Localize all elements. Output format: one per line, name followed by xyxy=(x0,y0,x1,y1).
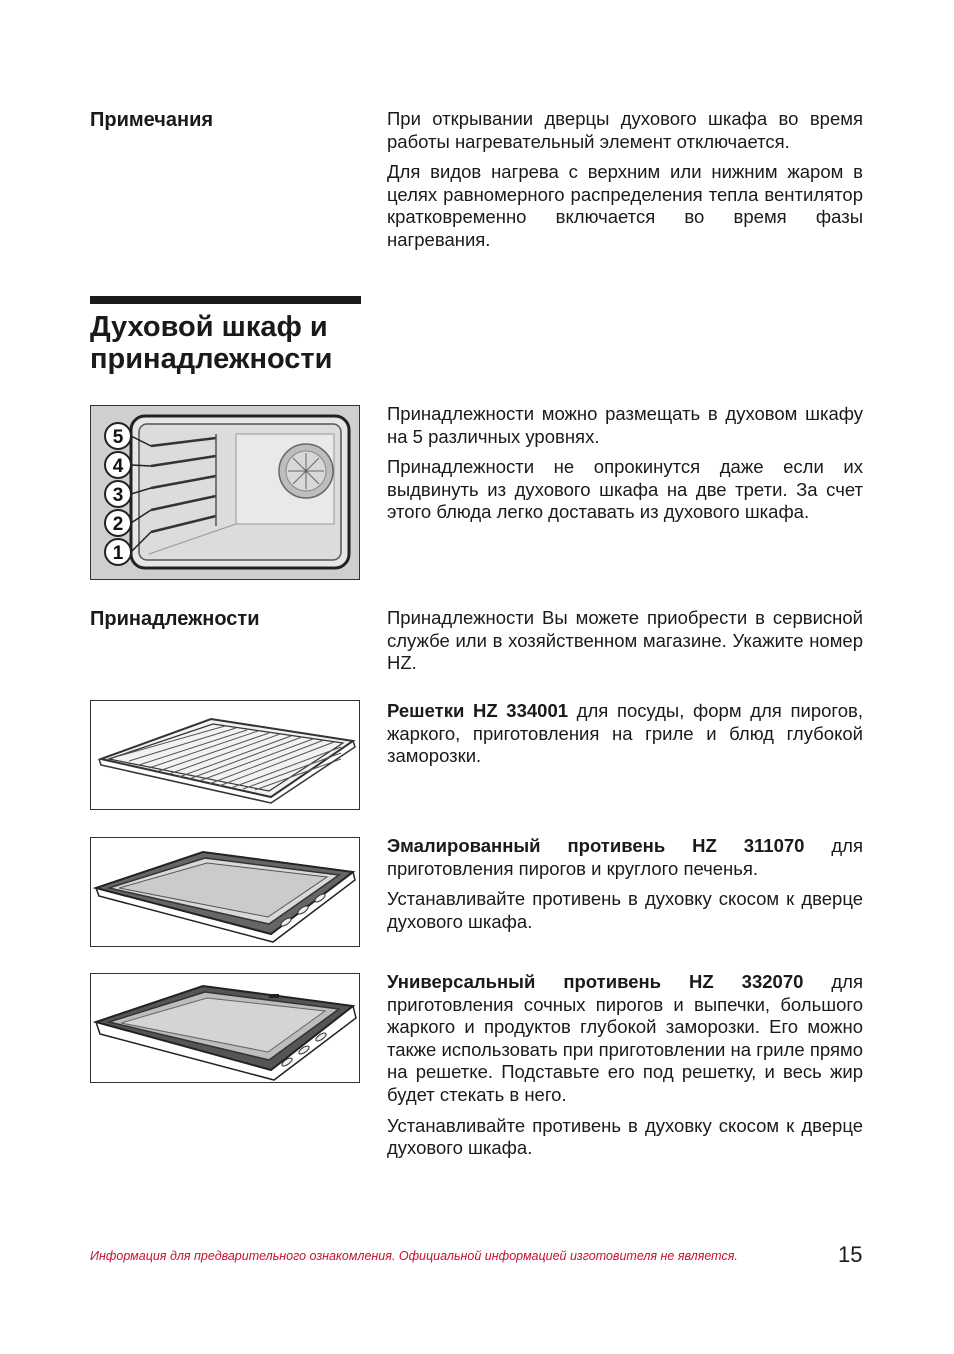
oven-illustration xyxy=(91,406,359,579)
level-label-3: 3 xyxy=(112,485,124,506)
universal-pan-illustration xyxy=(91,974,359,1082)
section-title-line-1: Духовой шкаф и xyxy=(90,311,328,343)
enamel-tray-figure xyxy=(90,837,360,947)
level-label-1: 1 xyxy=(112,543,124,564)
universal-pan-text xyxy=(387,971,863,1168)
footer-disclaimer: Информация для предварительного ознакомления. Официальной информацией изготовителя не является. xyxy=(90,1249,738,1263)
enamel-tray-illustration xyxy=(91,838,359,946)
rack-text xyxy=(387,700,863,776)
accessories-heading: Принадлежности xyxy=(90,608,260,630)
enamel-tray-paragraph-2: Устанавливайте противень в духовку скосом к дверце духового шкафа. xyxy=(387,888,863,932)
oven-levels-figure xyxy=(90,405,360,580)
universal-pan-description: для приготовления сочных пирогов и выпечки, большого жаркого и продуктов глубокой заморозки. Его можно также использовать при приготовлении на гриле прямо на решетке. Подставьте его под решетку, и весь жир будет стекать в него. xyxy=(387,971,863,1105)
universal-pan-figure xyxy=(90,973,360,1083)
enamel-tray-name: Эмалированный противень HZ 311070 xyxy=(387,835,805,856)
notes-paragraph-1: При открывании дверцы духового шкафа во время работы нагревательный элемент отключается. xyxy=(387,108,863,152)
universal-pan-name: Универсальный противень HZ 332070 xyxy=(387,971,804,992)
section-title-line-2: принадлежности xyxy=(90,343,333,375)
rack-description: для посуды, форм для пирогов, жаркого, приготовления на гриле и блюд глубокой заморозки. xyxy=(387,700,863,767)
rack-name: Решетки HZ 334001 xyxy=(387,700,569,721)
notes-text xyxy=(387,108,863,260)
level-label-4: 4 xyxy=(112,456,124,477)
oven-paragraph-1: Принадлежности можно размещать в духовом шкафу на 5 различных уровнях. xyxy=(387,403,863,447)
rack-paragraph xyxy=(387,700,863,768)
notes-heading: Примечания xyxy=(90,109,214,131)
enamel-tray-paragraph-1 xyxy=(387,835,863,880)
page-number: 15 xyxy=(838,1242,863,1267)
wire-rack-illustration xyxy=(91,701,359,809)
rack-figure xyxy=(90,700,360,810)
level-label-2: 2 xyxy=(112,514,124,535)
oven-text xyxy=(387,403,863,532)
accessories-intro xyxy=(387,607,863,683)
enamel-tray-text xyxy=(387,835,863,941)
level-label-5: 5 xyxy=(112,427,124,448)
section-title xyxy=(90,311,332,375)
notes-paragraph-2: Для видов нагрева с верхним или нижним жаром в целях равномерного распределения тепла вентилятор кратковременно включается во время фазы нагревания. xyxy=(387,161,863,250)
section-rule xyxy=(90,296,361,304)
oven-paragraph-2: Принадлежности не опрокинутся даже если их выдвинуть из духового шкафа на две трети. За счет этого блюда легко доставать из духового шкафа. xyxy=(387,456,863,523)
universal-pan-paragraph-1 xyxy=(387,971,863,1107)
universal-pan-paragraph-2: Устанавливайте противень в духовку скосом к дверце духового шкафа. xyxy=(387,1114,863,1159)
accessories-intro-paragraph: Принадлежности Вы можете приобрести в сервисной службе или в хозяйственном магазине. Укажите номер HZ. xyxy=(387,607,863,674)
enamel-tray-description: для приготовления пирогов и круглого печенья. xyxy=(387,835,863,879)
